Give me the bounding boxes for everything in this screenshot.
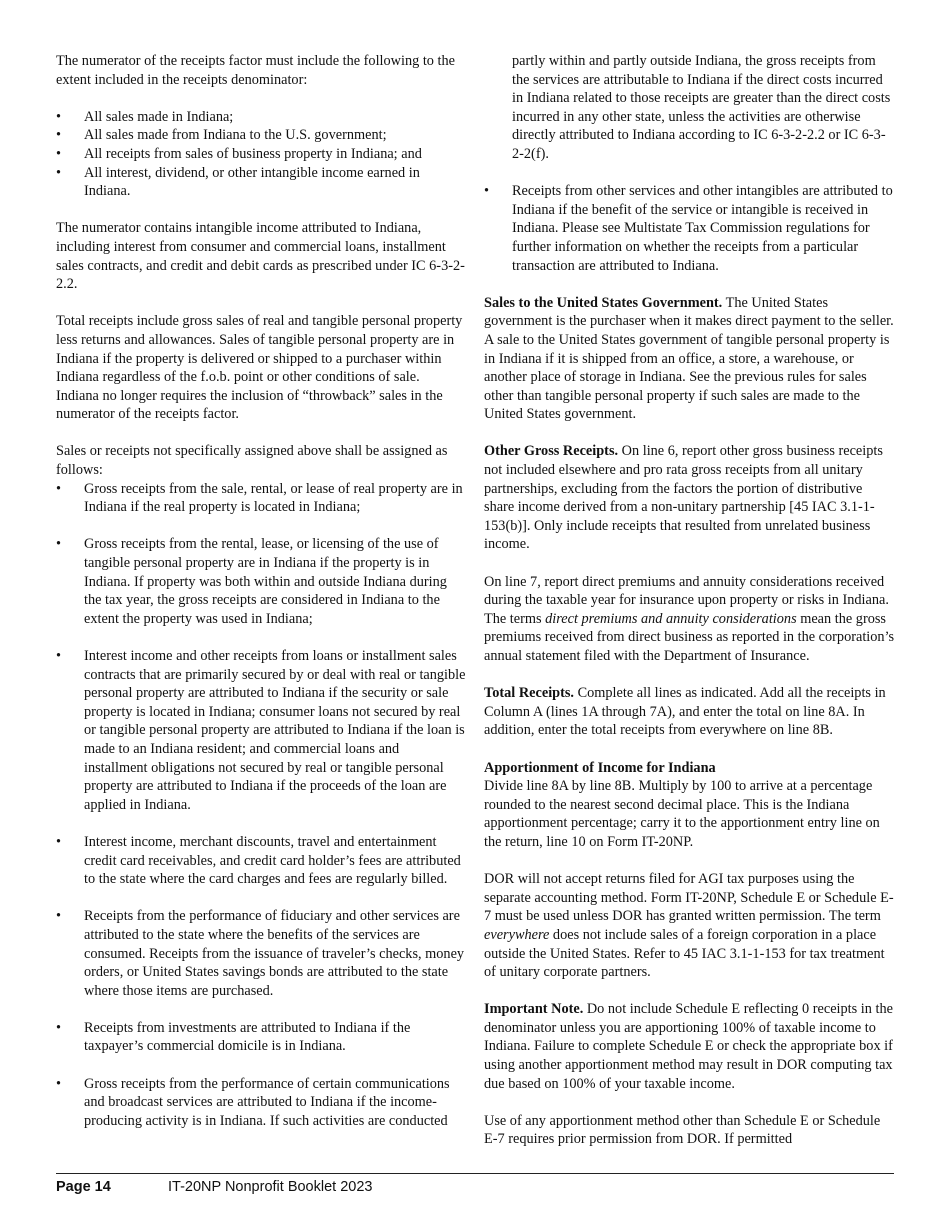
footer-divider bbox=[56, 1173, 894, 1174]
section-text: Do not include Schedule E reflecting 0 receipts in the denominator unless you are apportioning 100% of taxable income to Indiana. Failure to complete Schedule E or check the appropriate box if using another apportionment method may result in DOR computing tax due based on 100% of your taxable income. bbox=[484, 1001, 893, 1092]
total-receipts-paragraph: Total receipts include gross sales of real and tangible personal property less returns and allowances. Sales of tangible personal property are in Indiana if the property is delivered or shipped to a purchaser within Indiana regardless of the f.o.b. point or other conditions of sale. Indiana no longer requires the inclusion of “throwback” sales in the numerator of the receipts factor. bbox=[56, 313, 463, 423]
paragraph-text: DOR will not accept returns filed for AGI tax purposes using the separate accounting method. Form IT-20NP, Schedule E or Schedule E-7 must be used unless DOR has granted written permission. The term bbox=[484, 871, 894, 925]
section-text: Complete all lines as indicated. Add all the receipts in Column A (lines 1A through 7A), and enter the total on line 8A. In addition, enter the total receipts from everywhere on line 8B. bbox=[484, 685, 886, 739]
us-government-section bbox=[484, 294, 896, 424]
intangible-income-paragraph: The numerator contains intangible income attributed to Indiana, including interest from consumer and commercial loans, installment sales contracts, and credit and debit cards as prescribed under IC 6-3-2-2.2. bbox=[56, 220, 465, 293]
list-item: • Interest income, merchant discounts, travel and entertainment credit card receivables, and credit card holder’s fees are attributed to the state where the card charges and fees are regularly billed. bbox=[56, 833, 466, 889]
list-item: • Receipts from the performance of fiduciary and other services are attributed to the state where the benefits of the services are consumed. Receipts from the issuance of traveler’s checks, money orders, or United States savings bonds are attributed to the state where those items are purchased. bbox=[56, 907, 466, 1000]
defined-term: everywhere bbox=[484, 926, 550, 943]
list-item: • All receipts from sales of business property in Indiana; and bbox=[56, 145, 466, 164]
section-heading: Other Gross Receipts. bbox=[484, 443, 619, 460]
total-receipts-section bbox=[484, 684, 896, 740]
list-item: • Receipts from other services and other intangibles are attributed to Indiana if the benefit of the service or intangible is received in Indiana. Please see Multistate Tax Commission regulations for further information on whether the receipts from a particular transaction are attributed to Indiana. bbox=[484, 182, 896, 275]
section-heading: Apportionment of Income for Indiana bbox=[484, 759, 716, 776]
paragraph-text: does not include sales of a foreign corporation in a place outside the United States. Refer to 45 IAC 3.1-1-153 for tax treatment of unitary corporate partners. bbox=[484, 926, 885, 981]
communications-continued: partly within and partly outside Indiana, the gross receipts from the services are attributable to Indiana if the direct costs incurred in Indiana related to those receipts are greater than the direct costs incurred in any other state, unless the activities are otherwise directly attributed to Indiana according to IC 6-3-2-2.2 or IC 6-3-2-2(f). bbox=[512, 53, 891, 162]
list-item: • Gross receipts from the rental, lease, or licensing of the use of tangible personal property are in Indiana if the property is in Indiana. If property was both within and outside Indiana during the tax year, the gross receipts are considered in Indiana to the extent the property was used in Indiana; bbox=[56, 535, 466, 628]
line7-paragraph bbox=[484, 573, 896, 666]
receipts-numerator-intro: The numerator of the receipts factor must include the following to the extent included in the receipts denominator: bbox=[56, 53, 455, 88]
list-item: • All sales made from Indiana to the U.S. government; bbox=[56, 126, 466, 145]
list-item: • Interest income and other receipts from loans or installment sales contracts that are primarily secured by or deal with real or tangible personal property are attributed to Indiana if the security or sale property is located in Indiana; consumer loans not secured by real or tangible personal property are attributed to Indiana if the loan is made to an Indiana resident; and commercial loans and installment obligations not secured by real or tangible personal property are attributed to Indiana if the proceeds of the loan are applied in Indiana. bbox=[56, 647, 466, 814]
list-item: • All interest, dividend, or other intangible income earned in Indiana. bbox=[56, 164, 466, 201]
list-item: • Gross receipts from the sale, rental, or lease of real property are in Indiana if the real property is located in Indiana; bbox=[56, 480, 466, 517]
other-gross-receipts-section bbox=[484, 442, 896, 554]
section-heading: Total Receipts. bbox=[484, 685, 575, 702]
paragraph-text: mean the gross premiums received from direct business as reported in the corporation’s annual statement filed with the Department of Insurance. bbox=[484, 610, 895, 664]
page-footer bbox=[56, 1178, 894, 1198]
list-item: • Gross receipts from the performance of certain communications and broadcast services are attributed to Indiana if the income-producing activity is in Indiana. If such activities are conducted bbox=[56, 1075, 466, 1131]
paragraph-text: On line 7, report direct premiums and annuity considerations received during the taxable year for insurance upon property or risks in Indiana. The terms bbox=[484, 573, 889, 627]
left-column bbox=[56, 52, 466, 1149]
intangibles-list bbox=[484, 182, 896, 275]
assignment-intro: Sales or receipts not specifically assigned above shall be assigned as follows: bbox=[56, 443, 448, 479]
list-item: • All sales made in Indiana; bbox=[56, 108, 466, 127]
section-text: On line 6, report other gross business receipts not included elsewhere and pro rata gross receipts from all unitary partnerships, excluding from the factors the portion of distributive share income derived from a non-unitary partnership [45 IAC 3.1-1-153(b)]. Only include receipts that resulted from unrelated business income. bbox=[484, 443, 883, 553]
booklet-title: IT-20NP Nonprofit Booklet 2023 bbox=[168, 1179, 373, 1195]
right-column bbox=[484, 52, 896, 1149]
page-number: Page 14 bbox=[56, 1179, 111, 1195]
section-text: Divide line 8A by line 8B. Multiply by 100 to arrive at a percentage rounded to the nearest second decimal place. This is the Indiana apportionment percentage; carry it to the apportionment entry line on the return, line 10 on Form IT-20NP. bbox=[484, 778, 880, 850]
assignment-list bbox=[56, 480, 466, 1131]
section-heading: Sales to the United States Government. bbox=[484, 294, 723, 311]
permission-paragraph: Use of any apportionment method other than Schedule E or Schedule E-7 requires prior permission from DOR. If permitted bbox=[484, 1112, 881, 1148]
dor-paragraph bbox=[484, 870, 896, 982]
list-item: • Receipts from investments are attributed to Indiana if the taxpayer’s commercial domicile is in Indiana. bbox=[56, 1019, 466, 1056]
apportionment-section bbox=[484, 759, 896, 852]
defined-term: direct premiums and annuity considerations bbox=[545, 610, 797, 627]
section-text: The United States government is the purchaser when it makes direct payment to the seller. A sale to the United States government of tangible personal property is in Indiana if it is shipped from an office, a store, a warehouse, or another place of storage in Indiana. See the previous rules for sales other than tangible personal property if such sales are made to the United States government. bbox=[484, 294, 894, 423]
important-note-section bbox=[484, 1000, 896, 1093]
section-heading: Important Note. bbox=[484, 1001, 584, 1018]
numerator-list bbox=[56, 108, 466, 201]
